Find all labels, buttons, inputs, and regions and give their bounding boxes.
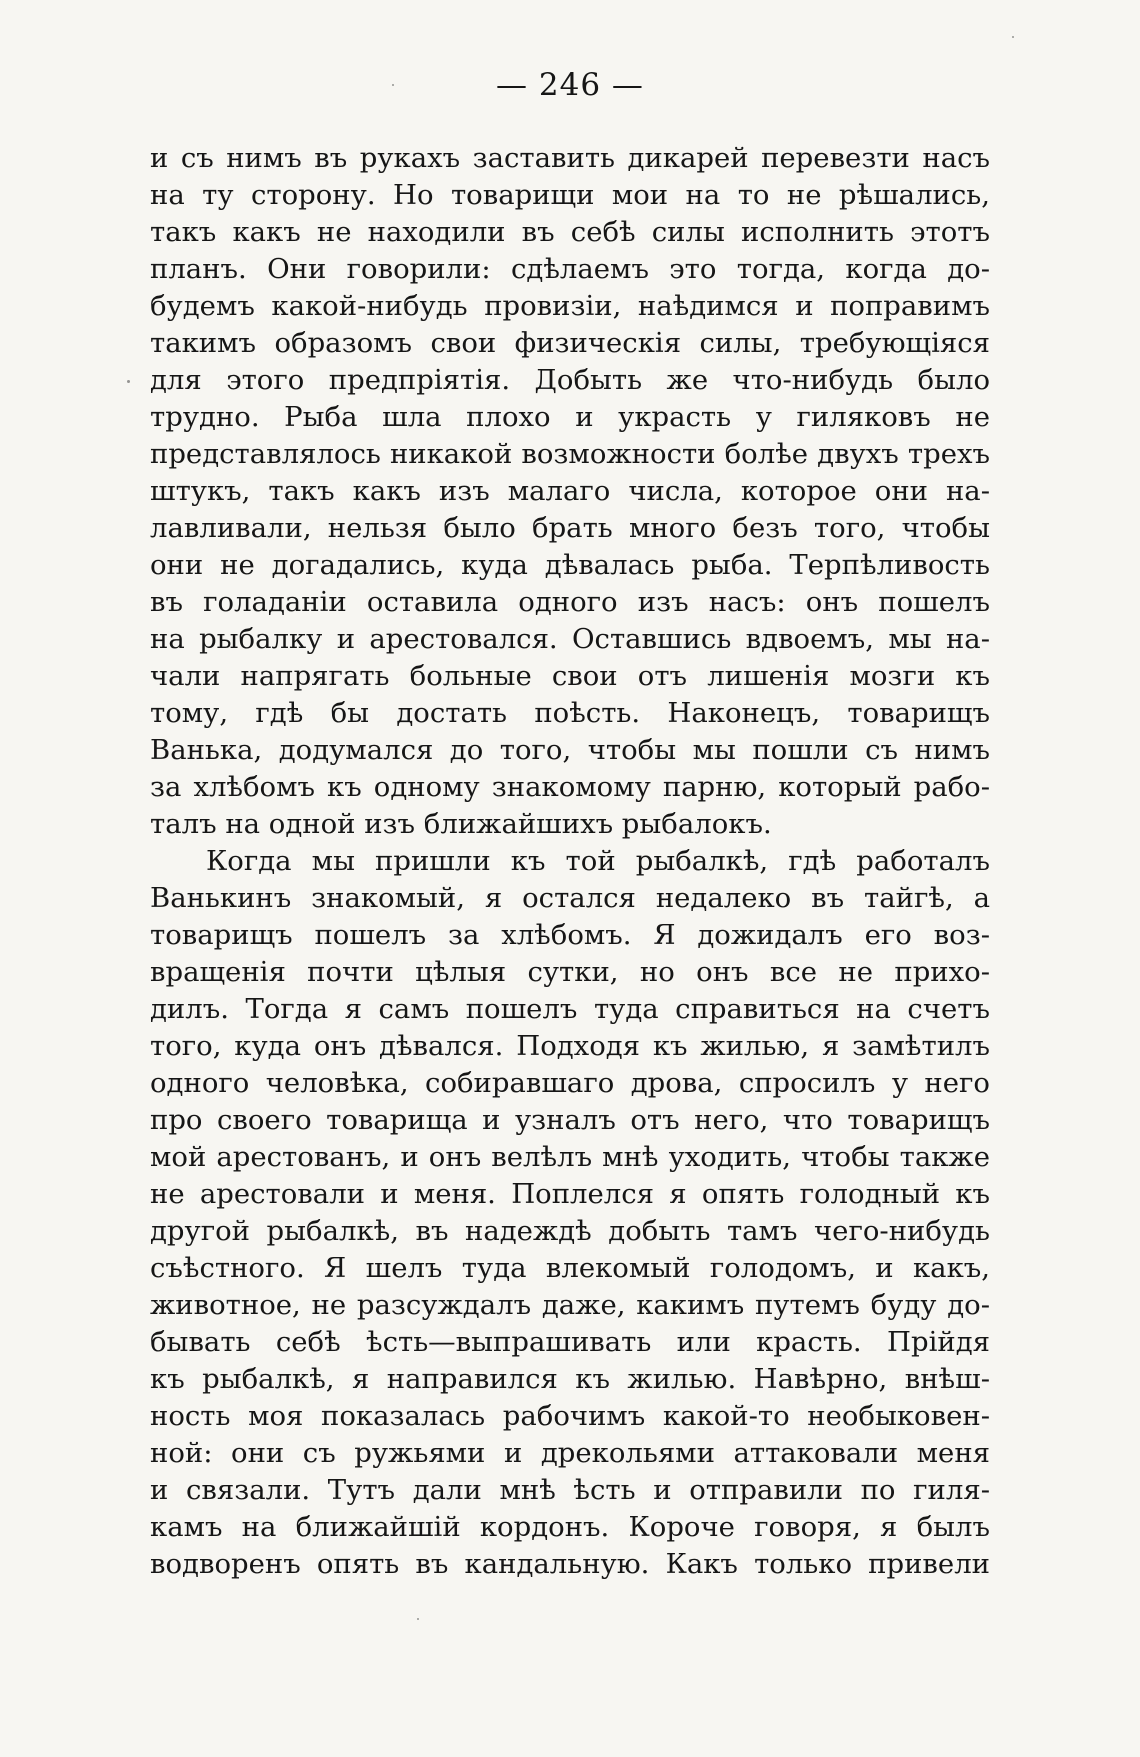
text-line: штукъ, такъ какъ изъ малаго числа, которое они на- [150,475,990,507]
paragraph-2 [150,843,990,1583]
text-line: камъ на ближайшій кордонъ. Короче говоря, я былъ [150,1511,990,1543]
text-line: про своего товарища и узналъ отъ него, что товарищъ [150,1104,990,1136]
text-line: и съ нимъ въ рукахъ заставить дикарей перевезти насъ [150,142,990,174]
text-line: мой арестованъ, и онъ велѣлъ мнѣ уходить, чтобы также [150,1141,990,1173]
text-line: того, куда онъ дѣвался. Подходя къ жилью, я замѣтилъ [150,1030,990,1062]
text-line: чали напрягать больные свои отъ лишенія мозги къ [150,660,990,692]
text-line: и связали. Тутъ дали мнѣ ѣсть и отправили по гиля- [150,1474,990,1506]
text-line: лавливали, нельзя было брать много безъ того, чтобы [150,512,990,544]
print-speck [417,1618,419,1620]
print-speck [127,380,130,383]
text-line: Ванькинъ знакомый, я остался недалеко въ тайгѣ, а [150,882,990,914]
text-line: другой рыбалкѣ, въ надеждѣ добыть тамъ чего-нибудь [150,1215,990,1247]
print-speck [1012,36,1014,38]
text-line: представлялось никакой возможности болѣе двухъ трехъ [150,438,990,470]
text-line: за хлѣбомъ къ одному знакомому парню, который рабо- [150,771,990,803]
text-line: въ голаданіи оставила одного изъ насъ: онъ пошелъ [150,586,990,618]
text-line: тому, гдѣ бы достать поѣсть. Наконецъ, товарищъ [150,697,990,729]
text-line: дилъ. Тогда я самъ пошелъ туда справиться на счетъ [150,993,990,1025]
text-line: ной: они съ ружьями и дрекольями аттаковали меня [150,1437,990,1469]
text-line: товарищъ пошелъ за хлѣбомъ. Я дожидалъ его воз- [150,919,990,951]
text-line: на ту сторону. Но товарищи мои на то не рѣшались, [150,179,990,211]
text-line: трудно. Рыба шла плохо и украсть у гиляковъ не [150,401,990,433]
text-line: для этого предпріятія. Добыть же что-нибудь было [150,364,990,396]
text-line: на рыбалку и арестовался. Оставшись вдвоемъ, мы на- [150,623,990,655]
text-line: планъ. Они говорили: сдѣлаемъ это тогда, когда до- [150,253,990,285]
text-line: не арестовали и меня. Поплелся я опять голодный къ [150,1178,990,1210]
text-line: одного человѣка, собиравшаго дрова, спросилъ у него [150,1067,990,1099]
body-text [150,140,990,1583]
text-line: съѣстного. Я шелъ туда влекомый голодомъ, и какъ, [150,1252,990,1284]
text-line: будемъ какой-нибудь провизіи, наѣдимся и поправимъ [150,290,990,322]
paragraph-1 [150,140,990,843]
print-speck [392,84,394,86]
text-line: водворенъ опять въ кандальную. Какъ только привели [150,1548,990,1580]
text-line: вращенія почти цѣлыя сутки, но онъ все не прихо- [150,956,990,988]
text-line: такимъ образомъ свои физическія силы, требующіяся [150,327,990,359]
text-line: животное, не разсуждалъ даже, какимъ путемъ буду до- [150,1289,990,1321]
text-line: такъ какъ не находили въ себѣ силы исполнить этотъ [150,216,990,248]
text-line: бывать себѣ ѣсть—выпрашивать или красть. Прійдя [150,1326,990,1358]
text-line: они не догадались, куда дѣвалась рыба. Терпѣливость [150,549,990,581]
text-line: къ рыбалкѣ, я направился къ жилью. Навѣрно, внѣш- [150,1363,990,1395]
text-line: талъ на одной изъ ближайшихъ рыбалокъ. [150,808,772,840]
text-line: Ванька, додумался до того, чтобы мы пошли съ нимъ [150,734,990,766]
page-number: — 246 — [496,67,644,103]
text-line: ность моя показалась рабочимъ какой-то необыковен- [150,1400,990,1432]
text-line: Когда мы пришли къ той рыбалкѣ, гдѣ работалъ [206,845,990,877]
